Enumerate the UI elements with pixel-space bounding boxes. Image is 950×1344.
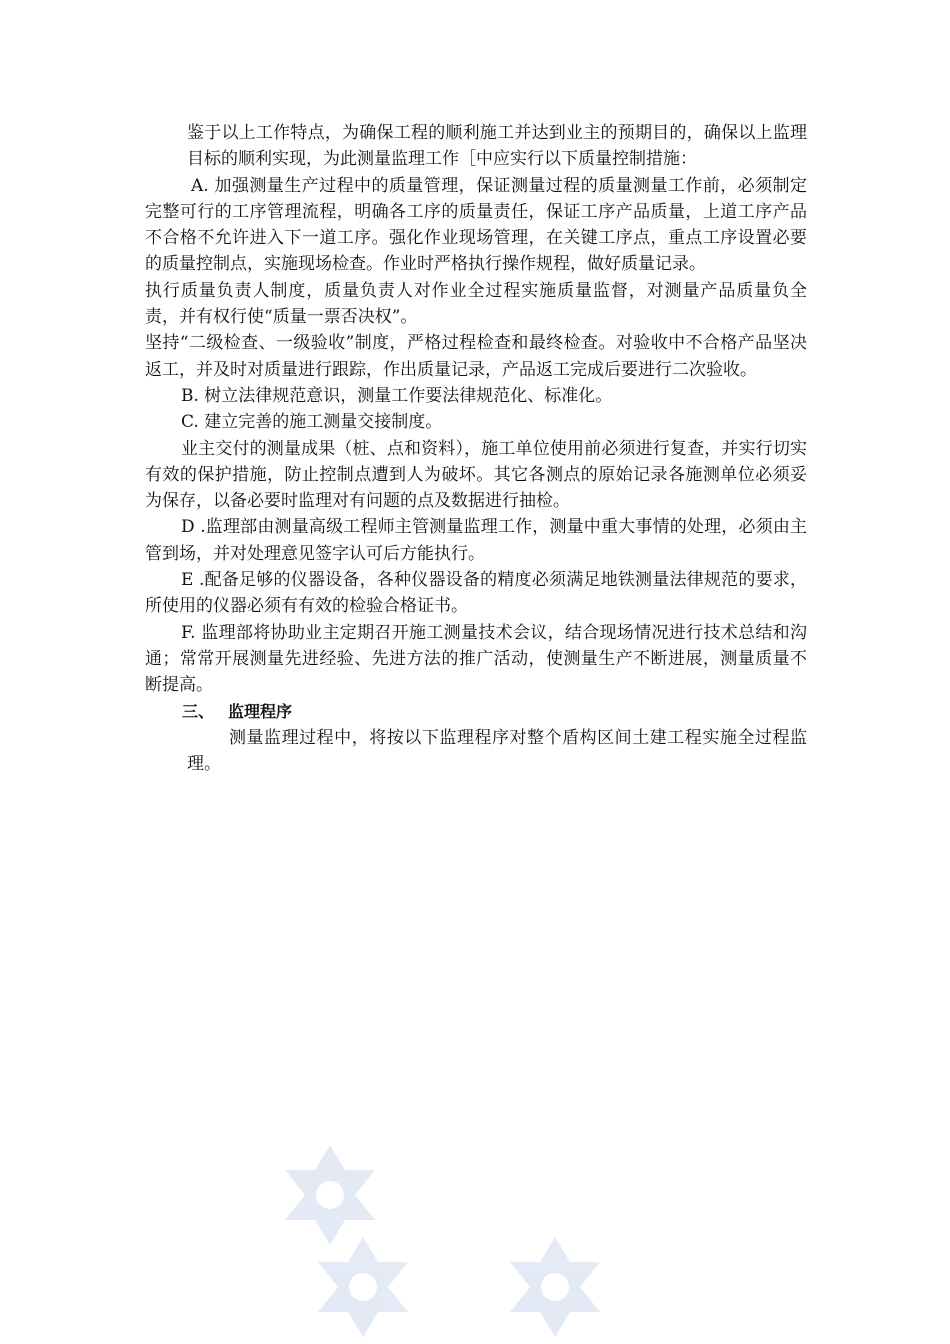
paragraph-item-d: D .监理部由测量高级工程师主管测量监理工作，测量中重大事情的处理，必须由主管到场，并对处理意见签字认可后方能执行。: [145, 517, 807, 564]
document-body: [145, 120, 807, 777]
watermark-snowflake-icon: [308, 1232, 418, 1342]
paragraph-item-a-inspection: 坚持“二级检查、一级验收”制度，严格过程检查和最终检查。对验收中不合格产品坚决返工，并及时对质量进行跟踪，作出质量记录，产品返工完成后要进行二次验收。: [145, 333, 807, 380]
paragraph-item-f: F. 监理部将协助业主定期召开施工测量技术会议，结合现场情况进行技术总结和沟通；常常开展测量先进经验、先进方法的推广活动，使测量生产不断进展，测量质量不断提高。: [145, 622, 807, 696]
paragraph-item-c-handover: 业主交付的测量成果（桩、点和资料），施工单位使用前必须进行复查，并实行切实有效的保护措施，防止控制点遭到人为破坏。其它各测点的原始记录各施测单位必须妥为保存，以备必要时监理对有问题的点及数据进行抽检。: [145, 438, 807, 512]
paragraph-intro: 鉴于以上工作特点，为确保工程的顺利施工并达到业主的预期目的，确保以上监理目标的顺利实现，为此测量监理工作［中应实行以下质量控制措施：: [187, 123, 807, 170]
paragraph-item-a-responsibility: 执行质量负责人制度，质量负责人对作业全过程实施质量监督，对测量产品质量负全责，并有权行使“质量一票否决权”。: [145, 280, 807, 328]
paragraph-item-a: A. 加强测量生产过程中的质量管理，保证测量过程的质量测量工作前，必须制定完整可行的工序管理流程，明确各工序的质量责任，保证工序产品质量，上道工序产品不合格不允许进入下一道工序。强化作业现场管理，在关键工序点，重点工序设置必要的质量控制点，实施现场检查。作业时严格执行操作规程，做好质量记录。: [145, 175, 807, 275]
paragraph-item-b: B. 树立法律规范意识，测量工作要法律规范化、标准化。: [181, 385, 613, 406]
paragraph-closing: 测量监理过程中，将按以下监理程序对整个盾构区间土建工程实施全过程监理。: [187, 727, 807, 775]
watermark-snowflake-icon: [500, 1232, 610, 1342]
section-heading: [145, 699, 807, 725]
section-title: 监理程序: [228, 701, 293, 721]
paragraph-item-c: C. 建立完善的施工测量交接制度。: [181, 412, 443, 433]
section-number: 三、: [182, 701, 215, 721]
paragraph-item-e: E .配备足够的仪器设备，各种仪器设备的精度必须满足地铁测量法律规范的要求，所使用的仪器必须有有效的检验合格证书。: [145, 570, 807, 617]
